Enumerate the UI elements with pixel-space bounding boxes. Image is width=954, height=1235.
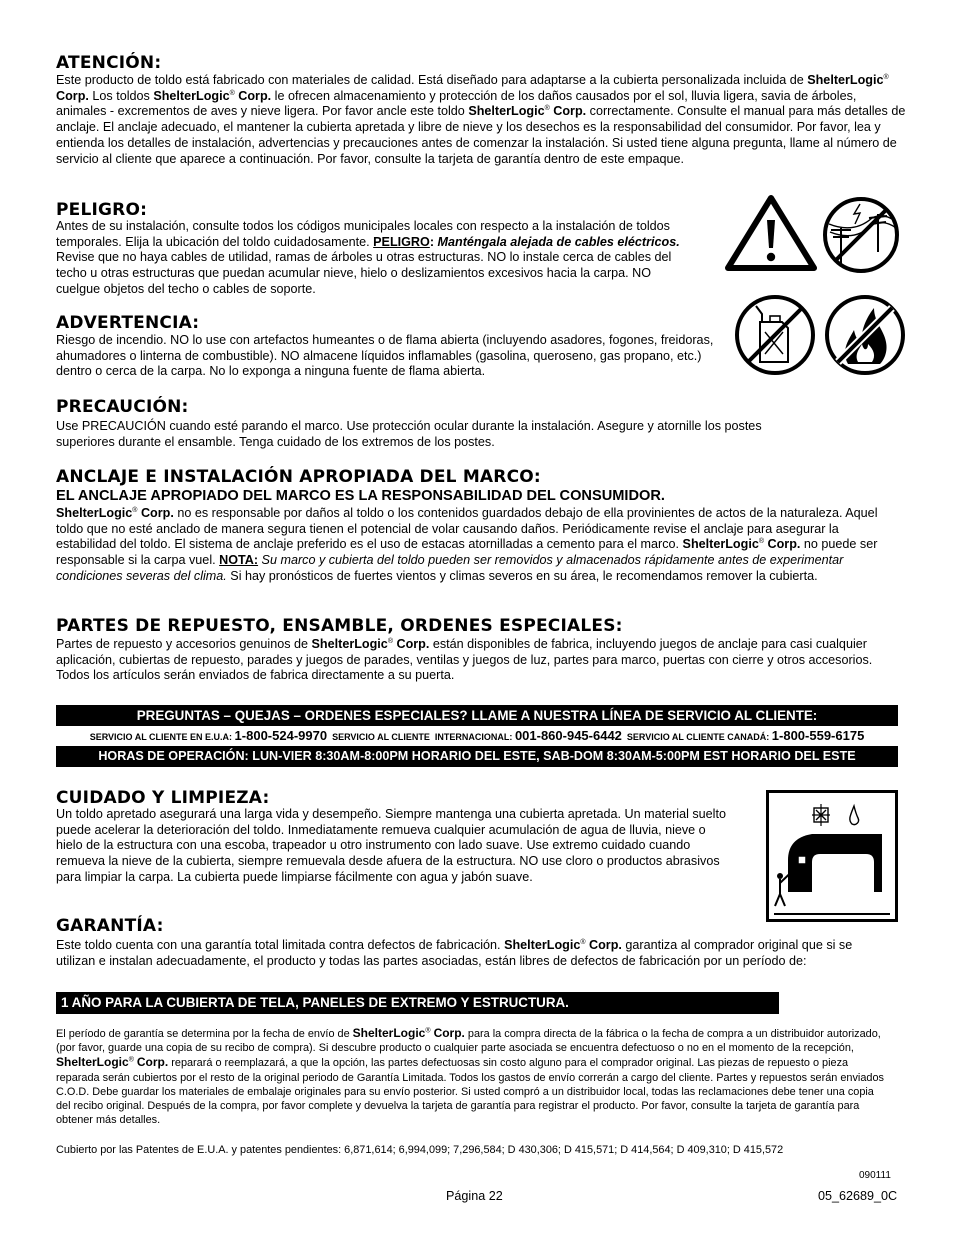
service-phones [56,727,898,745]
peligro-heading: PELIGRO: [56,200,148,220]
anclaje-heading: ANCLAJE E INSTALACIÓN APROPIADA DEL MARCO: [56,467,541,487]
precaucion-heading: PRECAUCIÓN: [56,397,189,417]
atencion-heading: ATENCIÓN: [56,53,162,73]
no-power-lines-icon [820,194,902,276]
partes-body: Partes de repuesto y accesorios genuinos de ShelterLogic® Corp. están disponibles de fabrica, incluyendo juegos de anclaje para casi cualquier aplicación, cubiertas de repuesto, parades y juegos de parades, ventilas y juegos de luz, partes para marco, puertas con cierre y otros accesorios. Todos los artículos serán enviados de fabrica directamente a su puerta. [56,637,873,683]
hours-banner: HORAS DE OPERACIÓN: LUN-VIER 8:30AM-8:00PM HORARIO DEL ESTE, SAB-DOM 8:30AM-5:00PM EST HORARIO DEL ESTE [56,746,898,767]
cuidado-body: Un toldo apretado asegurará una larga vida y desempeño. Siempre mantenga una cubierta apretada. Un material suelto puede acelerar la deterioración del toldo. Inmediatamente remueva cualquier acumulación de agua de lluvia, nieve o hielo de la estructura con una escoba, trapeador u otro instrumento con lado suave. Use extremo cuidado cuando remueva la nieve de la cubierta, siempre remuevala desde afuera de la estructura. NO use cloro o productos abrasivos para limpiar la carpa. La cubierta puede limpiarse fácilmente con agua y jabón suave. [56,807,726,884]
advertencia-body: Riesgo de incendio. NO lo use con artefactos humeantes o de flama abierta (incluyendo asadores, fogones, freidoras, ahumadores o linterna de combustible). NO almacene líquidos inflamables (gasolina, queroseno, gas propano, etc.) dentro o cerca de la carpa. No lo exponga a ninguna fuente de flama abierta. [56,333,714,379]
advertencia-heading: ADVERTENCIA: [56,313,200,333]
canada-phone[interactable]: 1-800-559-6175 [771,728,865,743]
service-banner: PREGUNTAS – QUEJAS – ORDENES ESPECIALES? LLAME A NUESTRA LÍNEA DE SERVICIO AL CLIENTE: [56,705,898,726]
anclaje-body: ShelterLogic® Corp. no es responsable por daños al toldo o los contenidos guardados debajo de ella provinientes de actos de la naturaleza. Aquel toldo que no esté anclado de manera segura tienen el potencial de volar causando daños. Periódicamente revise el anclaje para asegurar la estabilidad del toldo. El sistema de anclaje preferido es el uso de estacas atornilladas a cemento para el marco. ShelterLogic® Corp. no puede ser responsable si la carpa vuel. NOTA: Su marco y cubierta del toldo pueden ser removidos y almacenados rápidamente antes de experimentar condiciones severas del clima. Si hay pronósticos de fuertes vientos y climas severos en su área, le recomendamos remover la cubierta. [56,506,878,583]
warranty-banner: 1 AÑO PARA LA CUBIERTA DE TELA, PANELES DE EXTREMO Y ESTRUCTURA. [56,992,779,1014]
cuidado-heading: CUIDADO Y LIMPIEZA: [56,788,270,808]
no-fire-icon [822,292,908,378]
revision-code: 090111 [859,1170,891,1181]
warranty-fine-print: El período de garantía se determina por la fecha de envío de ShelterLogic® Corp. para la compra directa de la fábrica o la fecha de compra a un distribuidor autorizado, (por favor, guarde una copia de su recibo de compra). Si descubre producto o cualquier parte asociada se encuentra defectuoso o no en el momento de la recepción, ShelterLogic® Corp. reparará o reemplazará, a que la opción, las partes defectuosas sin costo alguno para el comprador original. Las piezas de repuesto o pieza reparada serán cubiertos por el resto de la original periodo de Garantía Limitada. Todos los gastos de envío correrán a cargo del cliente. Partes y repuestos serán enviados C.O.D. Debe guardar los materiales de embalaje originales para su envío posterior. Si usted compró a un distribuidor local, todas las reclamaciones debe tener una copia del recibo original. Después de la compra, por favor complete y devuelva la tarjeta de garantía para registrar el producto. Por favor, consulte la tarjeta de garantía para obtener más detalles. [56,1026,884,1127]
precaucion-body: Use PRECAUCIÓN cuando esté parando el marco. Use protección ocular durante la instalación. Asegure y atornille los postes superiores durante el ensamble. Tenga cuidado de los extremos de los postes. [56,419,762,449]
peligro-body: Antes de su instalación, consulte todos los códigos municipales locales con respecto a la instalación de toldos temporales. Elija la ubicación del toldo cuidadosamente. PELIGRO: Manténgala alejada de cables eléctricos. Revise que no haya cables de utilidad, ramas de árboles u otras estructuras. NO lo instale cerca de cables del techo u otras estructuras que puedan acumular nieve, hielo o deslizamientos excesivos hacia la carpa. NO cuelgue objetos del techo o cables de soporte. [56,219,680,296]
intl-service-label: SERVICIO AL CLIENTE INTERNACIONAL: [327,732,515,742]
patents: Cubierto por las Patentes de E.U.A. y patentes pendientes: 6,871,614; 6,994,099; 7,296,584; D 430,306; D 415,571; D 414,564; D 409,310; D 415,572 [56,1144,784,1156]
usa-phone[interactable]: 1-800-524-9970 [234,728,328,743]
anclaje-subheading: EL ANCLAJE APROPIADO DEL MARCO ES LA RESPONSABILIDAD DEL CONSUMIDOR. [56,488,665,504]
garantia-heading: GARANTÍA: [56,916,164,936]
warning-triangle-icon [724,194,818,272]
atencion-body: Este producto de toldo está fabricado con materiales de calidad. Está diseñado para adaptarse a la cubierta personalizada incluida de ShelterLogic® Corp. Los toldos ShelterLogic® Corp. le ofrecen almacenamiento y protección de los daños causados por el sol, lluvia ligera, savia de árboles, animales - excrementos de aves y nieve ligera. Por favor ancle este toldo ShelterLogic® Corp. correctamente. Consulte el manual para más detalles de anclaje. El anclaje adecuado, el mantener la cubierta apretada y libre de nieve y los desechos es la responsabilidad del consumidor. Por favor, lea y entienda los detalles de instalación, advertencias y precauciones antes de comenzar la instalación. Si usted tiene alguna pregunta, llame al número de servicio al cliente que aparece a continuación. Por favor, consulte la tarjeta de garantía dentro de este empaque. [56,73,906,166]
document-id: 05_62689_0C [818,1189,898,1203]
canada-service-label: SERVICIO AL CLIENTE CANADÁ: [621,732,772,742]
partes-heading: PARTES DE REPUESTO, ENSAMBLE, ORDENES ESPECIALES: [56,616,623,636]
no-fuel-can-icon [732,292,818,378]
snow-removal-tent-icon [766,790,898,922]
intl-phone[interactable]: 001-860-945-6442 [514,728,622,743]
garantia-body: Este toldo cuenta con una garantía total limitada contra defectos de fabricación. ShelterLogic® Corp. garantiza al comprador original que si se utilizan e instalan adecuadamente, el producto y todas las partes asociadas, están libres de defectos de fabricación por un período de: [56,938,853,968]
page-number: Página 22 [446,1189,503,1203]
usa-service-label: SERVICIO AL CLIENTE EN E.U.A: [89,732,235,742]
